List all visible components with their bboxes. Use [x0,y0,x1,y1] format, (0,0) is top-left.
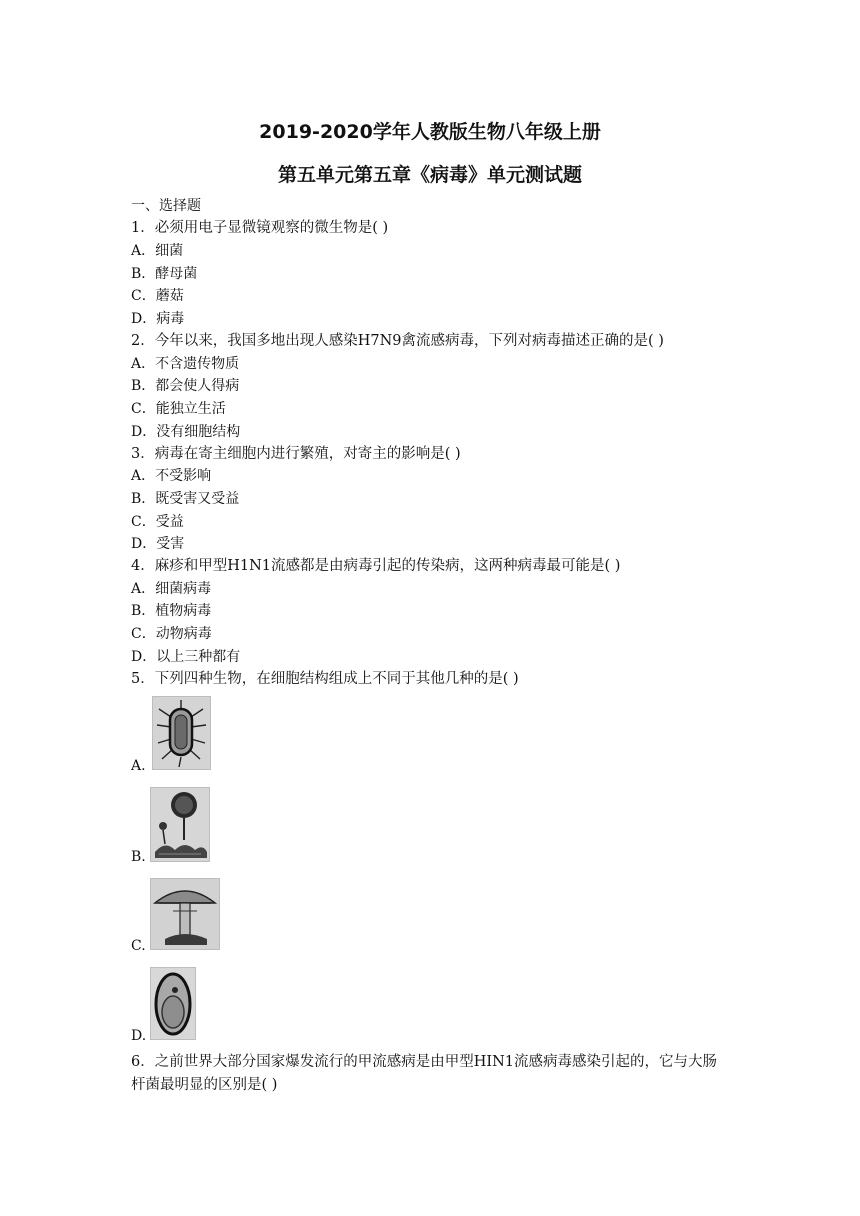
question-1-stem: 1．必须用电子显微镜观察的微生物是( ) [131,220,389,236]
question-2-option-a: A．不含遗传物质 [131,356,240,372]
question-1-option-c: C．蘑菇 [131,288,184,304]
question-3-option-b: B．既受害又受益 [131,491,240,507]
question-2-stem: 2．今年以来，我国多地出现人感染H7N9禽流感病毒，下列对病毒描述正确的是( ) [131,333,664,349]
question-4-option-c: C．动物病毒 [131,626,212,642]
question-4-option-d: D．以上三种都有 [131,649,241,665]
question-1-option-b: B．酵母菌 [131,266,198,282]
mold-illustration-icon [150,787,210,862]
question-5-option-c-label: C. [131,938,146,954]
question-3-option-a: A．不受影响 [131,468,212,484]
question-4-option-b: B．植物病毒 [131,603,212,619]
question-5-option-d-label: D. [131,1028,147,1044]
question-5-stem: 5．下列四种生物，在细胞结构组成上不同于其他几种的是( ) [131,671,519,687]
question-3-stem: 3．病毒在寄主细胞内进行繁殖，对寄主的影响是( ) [131,446,461,462]
question-5-option-a-label: A. [131,758,146,774]
question-6-stem-line2: 杆菌最明显的区别是( ) [131,1077,278,1093]
question-3-option-c: C．受益 [131,514,184,530]
question-1-option-d: D．病毒 [131,311,185,327]
question-2-option-c: C．能独立生活 [131,401,226,417]
mushroom-illustration-icon [150,878,220,950]
question-3-option-d: D．受害 [131,536,185,552]
question-2-option-d: D．没有细胞结构 [131,424,241,440]
document-title: 2019-2020学年人教版生物八年级上册 [259,121,601,143]
question-1-option-a: A．细菌 [131,243,184,259]
question-2-option-b: B．都会使人得病 [131,378,240,394]
yeast-cell-illustration-icon [150,967,196,1040]
bacterium-illustration-icon [152,696,211,770]
question-6-stem-line1: 6．之前世界大部分国家爆发流行的甲流感病是由甲型HIN1流感病毒感染引起的，它与大肠 [131,1054,718,1070]
document-subtitle: 第五单元第五章《病毒》单元测试题 [277,164,582,186]
question-4-stem: 4．麻疹和甲型H1N1流感都是由病毒引起的传染病，这两种病毒最可能是( ) [131,558,621,574]
question-4-option-a: A．细菌病毒 [131,581,212,597]
section-heading: 一、选择题 [131,198,201,214]
question-5-option-b-label: B. [131,849,146,865]
